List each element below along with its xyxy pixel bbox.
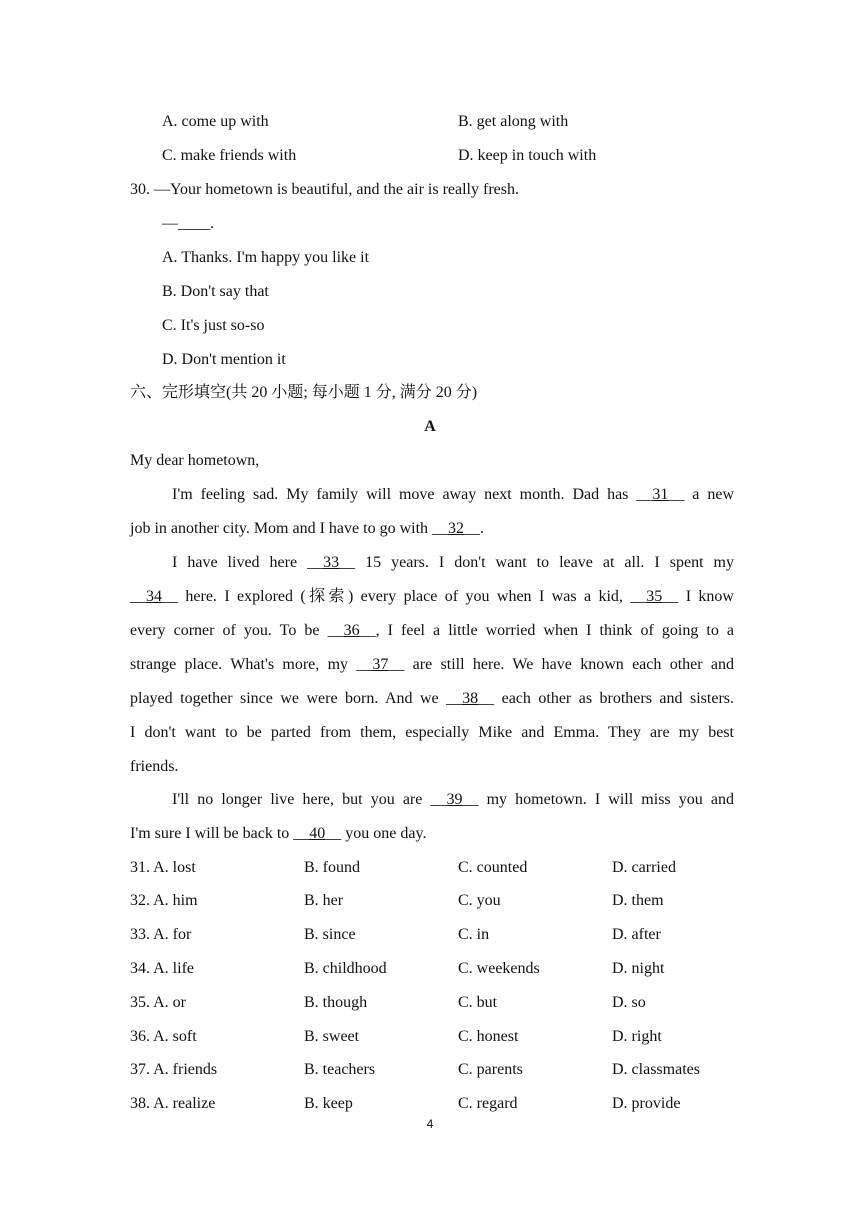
option-c: C. regard xyxy=(458,1095,518,1112)
option-a: 38. A. realize xyxy=(130,1095,216,1112)
option-b: B. her xyxy=(304,892,344,909)
blank-33: 33 xyxy=(323,554,340,571)
option-b: B. teachers xyxy=(304,1061,376,1078)
passage-text: I have lived here __ xyxy=(172,554,324,571)
blank-39: 39 xyxy=(446,791,463,808)
option-a: 33. A. for xyxy=(130,926,192,943)
option-a: 34. A. life xyxy=(130,960,194,977)
q30-stem: 30. —Your hometown is beautiful, and the air is really fresh. xyxy=(130,181,519,198)
option-c: C. parents xyxy=(458,1061,523,1078)
blank-36: 36 xyxy=(343,622,360,639)
passage-line xyxy=(130,689,734,709)
option-d: D. them xyxy=(612,892,664,909)
q30-option-c: C. It's just so-so xyxy=(162,317,265,334)
passage-line xyxy=(130,655,734,675)
q30-option-b: B. Don't say that xyxy=(162,283,269,300)
letter-greeting: My dear hometown, xyxy=(130,452,260,469)
q29-option-b: B. get along with xyxy=(458,113,569,130)
q29-option-c: C. make friends with xyxy=(162,147,297,164)
passage-text: __ 15 years. I don't want to leave at all. I spent my xyxy=(339,554,734,571)
passage-text: played together since we were born. And we __ xyxy=(130,690,463,707)
passage-text: __ xyxy=(130,588,146,605)
passage-text: __ a new xyxy=(668,486,735,503)
option-b: B. found xyxy=(304,859,360,876)
option-c: C. you xyxy=(458,892,501,909)
passage-line xyxy=(172,485,734,505)
page-number: 4 xyxy=(426,1117,434,1131)
blank-37: 37 xyxy=(372,656,389,673)
blank-38: 38 xyxy=(462,690,479,707)
passage-line xyxy=(130,621,734,641)
option-a: 32. A. him xyxy=(130,892,198,909)
option-c: C. in xyxy=(458,926,490,943)
option-b: B. childhood xyxy=(304,960,387,977)
option-d: D. carried xyxy=(612,859,676,876)
option-c: C. but xyxy=(458,994,498,1011)
passage-text: I'm feeling sad. My family will move away next month. Dad has __ xyxy=(172,486,653,503)
option-c: C. counted xyxy=(458,859,528,876)
passage-text: __, I feel a little worried when I think of going to a xyxy=(359,622,734,639)
option-d: D. right xyxy=(612,1028,662,1045)
option-b: B. sweet xyxy=(304,1028,360,1045)
option-d: D. provide xyxy=(612,1095,681,1112)
blank-31: 31 xyxy=(652,486,669,503)
option-c: C. weekends xyxy=(458,960,540,977)
blank-35: 35 xyxy=(646,588,663,605)
blank-40: 40 xyxy=(309,825,326,842)
q29-option-d: D. keep in touch with xyxy=(458,147,597,164)
passage-text: job in another city. Mom and I have to go with __ xyxy=(130,520,449,537)
q29-option-a: A. come up with xyxy=(162,113,269,130)
q30-option-a: A. Thanks. I'm happy you like it xyxy=(162,249,370,266)
q30-option-d: D. Don't mention it xyxy=(162,351,286,368)
option-d: D. after xyxy=(612,926,661,943)
passage-line xyxy=(172,790,734,810)
option-b: B. though xyxy=(304,994,368,1011)
q30-reply-blank: —____. xyxy=(162,215,214,232)
option-a: 37. A. friends xyxy=(130,1061,218,1078)
passage-line xyxy=(130,587,734,607)
option-d: D. night xyxy=(612,960,665,977)
passage-text: __ are still here. We have known each other and xyxy=(388,656,734,673)
option-d: D. so xyxy=(612,994,646,1011)
option-d: D. classmates xyxy=(612,1061,700,1078)
passage-text: __ each other as brothers and sisters. xyxy=(478,690,734,707)
section-heading: 六、完形填空(共 20 小题; 每小题 1 分, 满分 20 分) xyxy=(130,384,478,401)
blank-34: 34 xyxy=(146,588,162,605)
passage-text: __ you one day. xyxy=(325,825,427,842)
passage-line: friends. xyxy=(130,758,179,775)
option-c: C. honest xyxy=(458,1028,519,1045)
passage-text: I'm sure I will be back to __ xyxy=(130,825,310,842)
passage-text: strange place. What's more, my __ xyxy=(130,656,373,673)
passage-line xyxy=(130,519,484,539)
passage-text: every corner of you. To be __ xyxy=(130,622,344,639)
passage-text: __ I know xyxy=(662,588,734,605)
passage-text: __ my hometown. I will miss you and xyxy=(462,791,734,808)
option-b: B. since xyxy=(304,926,356,943)
passage-line xyxy=(172,553,734,573)
option-b: B. keep xyxy=(304,1095,353,1112)
passage-text: I'll no longer live here, but you are __ xyxy=(172,791,447,808)
passage-text: __ here. I explored (探索) every place of you when I was a kid, __ xyxy=(162,588,647,605)
passage-line: I don't want to be parted from them, especially Mike and Emma. They are my best xyxy=(130,724,734,741)
blank-32: 32 xyxy=(448,520,465,537)
passage-text: __. xyxy=(464,520,485,537)
option-a: 31. A. lost xyxy=(130,859,196,876)
option-a: 35. A. or xyxy=(130,994,186,1011)
part-label: A xyxy=(424,418,436,435)
option-a: 36. A. soft xyxy=(130,1028,197,1045)
passage-line xyxy=(130,824,426,844)
